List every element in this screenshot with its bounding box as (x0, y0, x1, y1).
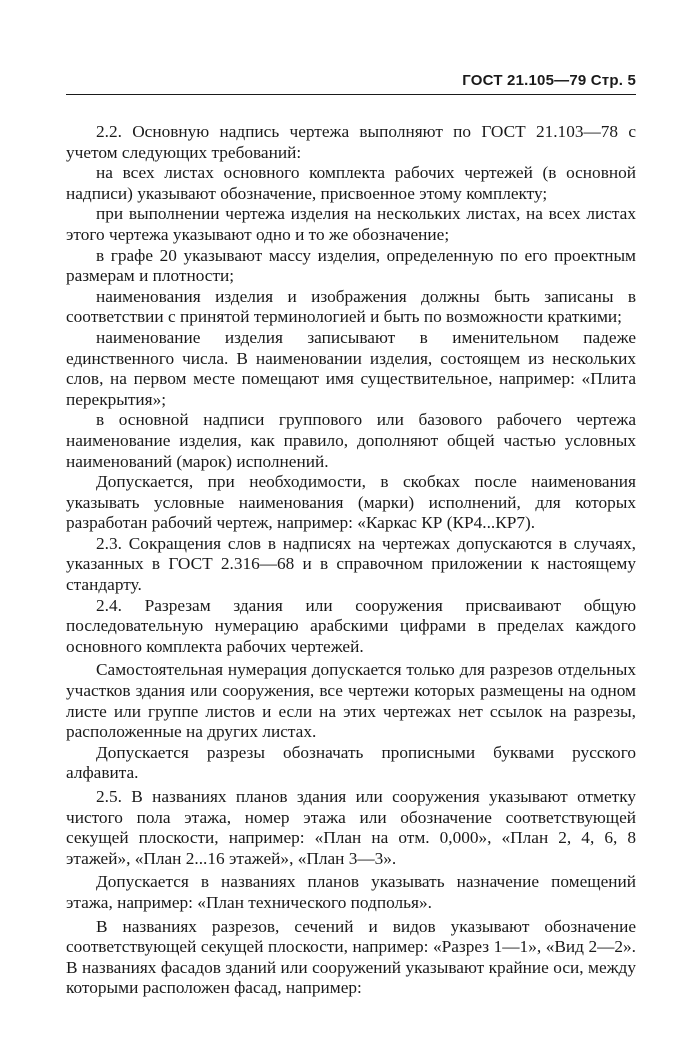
paragraph-list-item: на всех листах основного комплекта рабочих чертежей (в основной надписи) указывают обозначение, присвоенное этому комплекту; (66, 163, 636, 203)
running-head (66, 72, 636, 95)
paragraph: Допускается, при необходимости, в скобках после наименования указывать условные наименования (марки) исполнений, для которых разработан рабочий чертеж, например: «Каркас КР (КР4...КР7). (66, 472, 636, 533)
paragraph-2-4: 2.4. Разрезам здания или сооружения присваивают общую последовательную нумерацию арабскими цифрами в пределах каждого основного комплекта рабочих чертежей. (66, 595, 636, 656)
body-text (66, 122, 636, 999)
paragraph-list-item: в графе 20 указывают массу изделия, определенную по его проектным размерам и плотности; (66, 245, 636, 286)
paragraph-2-3: 2.3. Сокращения слов в надписях на чертежах допускаются в случаях, указанных в ГОСТ 2.316—68 и в справочном приложении к настоящему стандарту. (66, 533, 636, 595)
paragraph: Допускается в названиях планов указывать назначение помещений этажа, например: «План технического подполья». (66, 872, 636, 912)
standard-page-reference: ГОСТ 21.105—79 Стр. 5 (462, 72, 636, 89)
paragraph: В названиях разрезов, сечений и видов указывают обозначение соответствующей секущей плоскости, например: «Разрез 1—1», «Вид 2—2». В названиях фасадов зданий или сооружений указывают крайние оси, между которыми расположен фасад, например: (66, 916, 636, 998)
paragraph-list-item: наименования изделия и изображения должны быть записаны в соответствии с принятой терминологией и быть по возможности краткими; (66, 286, 636, 327)
paragraph-list-item: при выполнении чертежа изделия на нескольких листах, на всех листах этого чертежа указывают одно и то же обозначение; (66, 204, 636, 244)
paragraph-list-item: в основной надписи группового или базового рабочего чертежа наименование изделия, как правило, дополняют общей частью условных наименований (марок) исполнений. (66, 410, 636, 471)
paragraph: Самостоятельная нумерация допускается только для разрезов отдельных участков здания или сооружения, все чертежи которых размещены на одном листе или группе листов и если на этих чертежах нет ссылок на разрезы, расположенные на других листах. (66, 660, 636, 742)
paragraph-2-5: 2.5. В названиях планов здания или сооружения указывают отметку чистого пола этажа, номер этажа или обозначение соответствующей секущей плоскости, например: «План на отм. 0,000», «План 2, 4, 6, 8 этажей», «План 2...16 этажей», «План 3—3». (66, 787, 636, 868)
paragraph: Допускается разрезы обозначать прописными буквами русского алфавита. (66, 742, 636, 783)
paragraph-2-2: 2.2. Основную надпись чертежа выполняют по ГОСТ 21.103—78 с учетом следующих требований: (66, 122, 636, 162)
paragraph-list-item: наименование изделия записывают в именительном падеже единственного числа. В наименовании изделия, состоящем из нескольких слов, на первом месте помещают имя существительное, например: «Плита перекрытия»; (66, 327, 636, 409)
